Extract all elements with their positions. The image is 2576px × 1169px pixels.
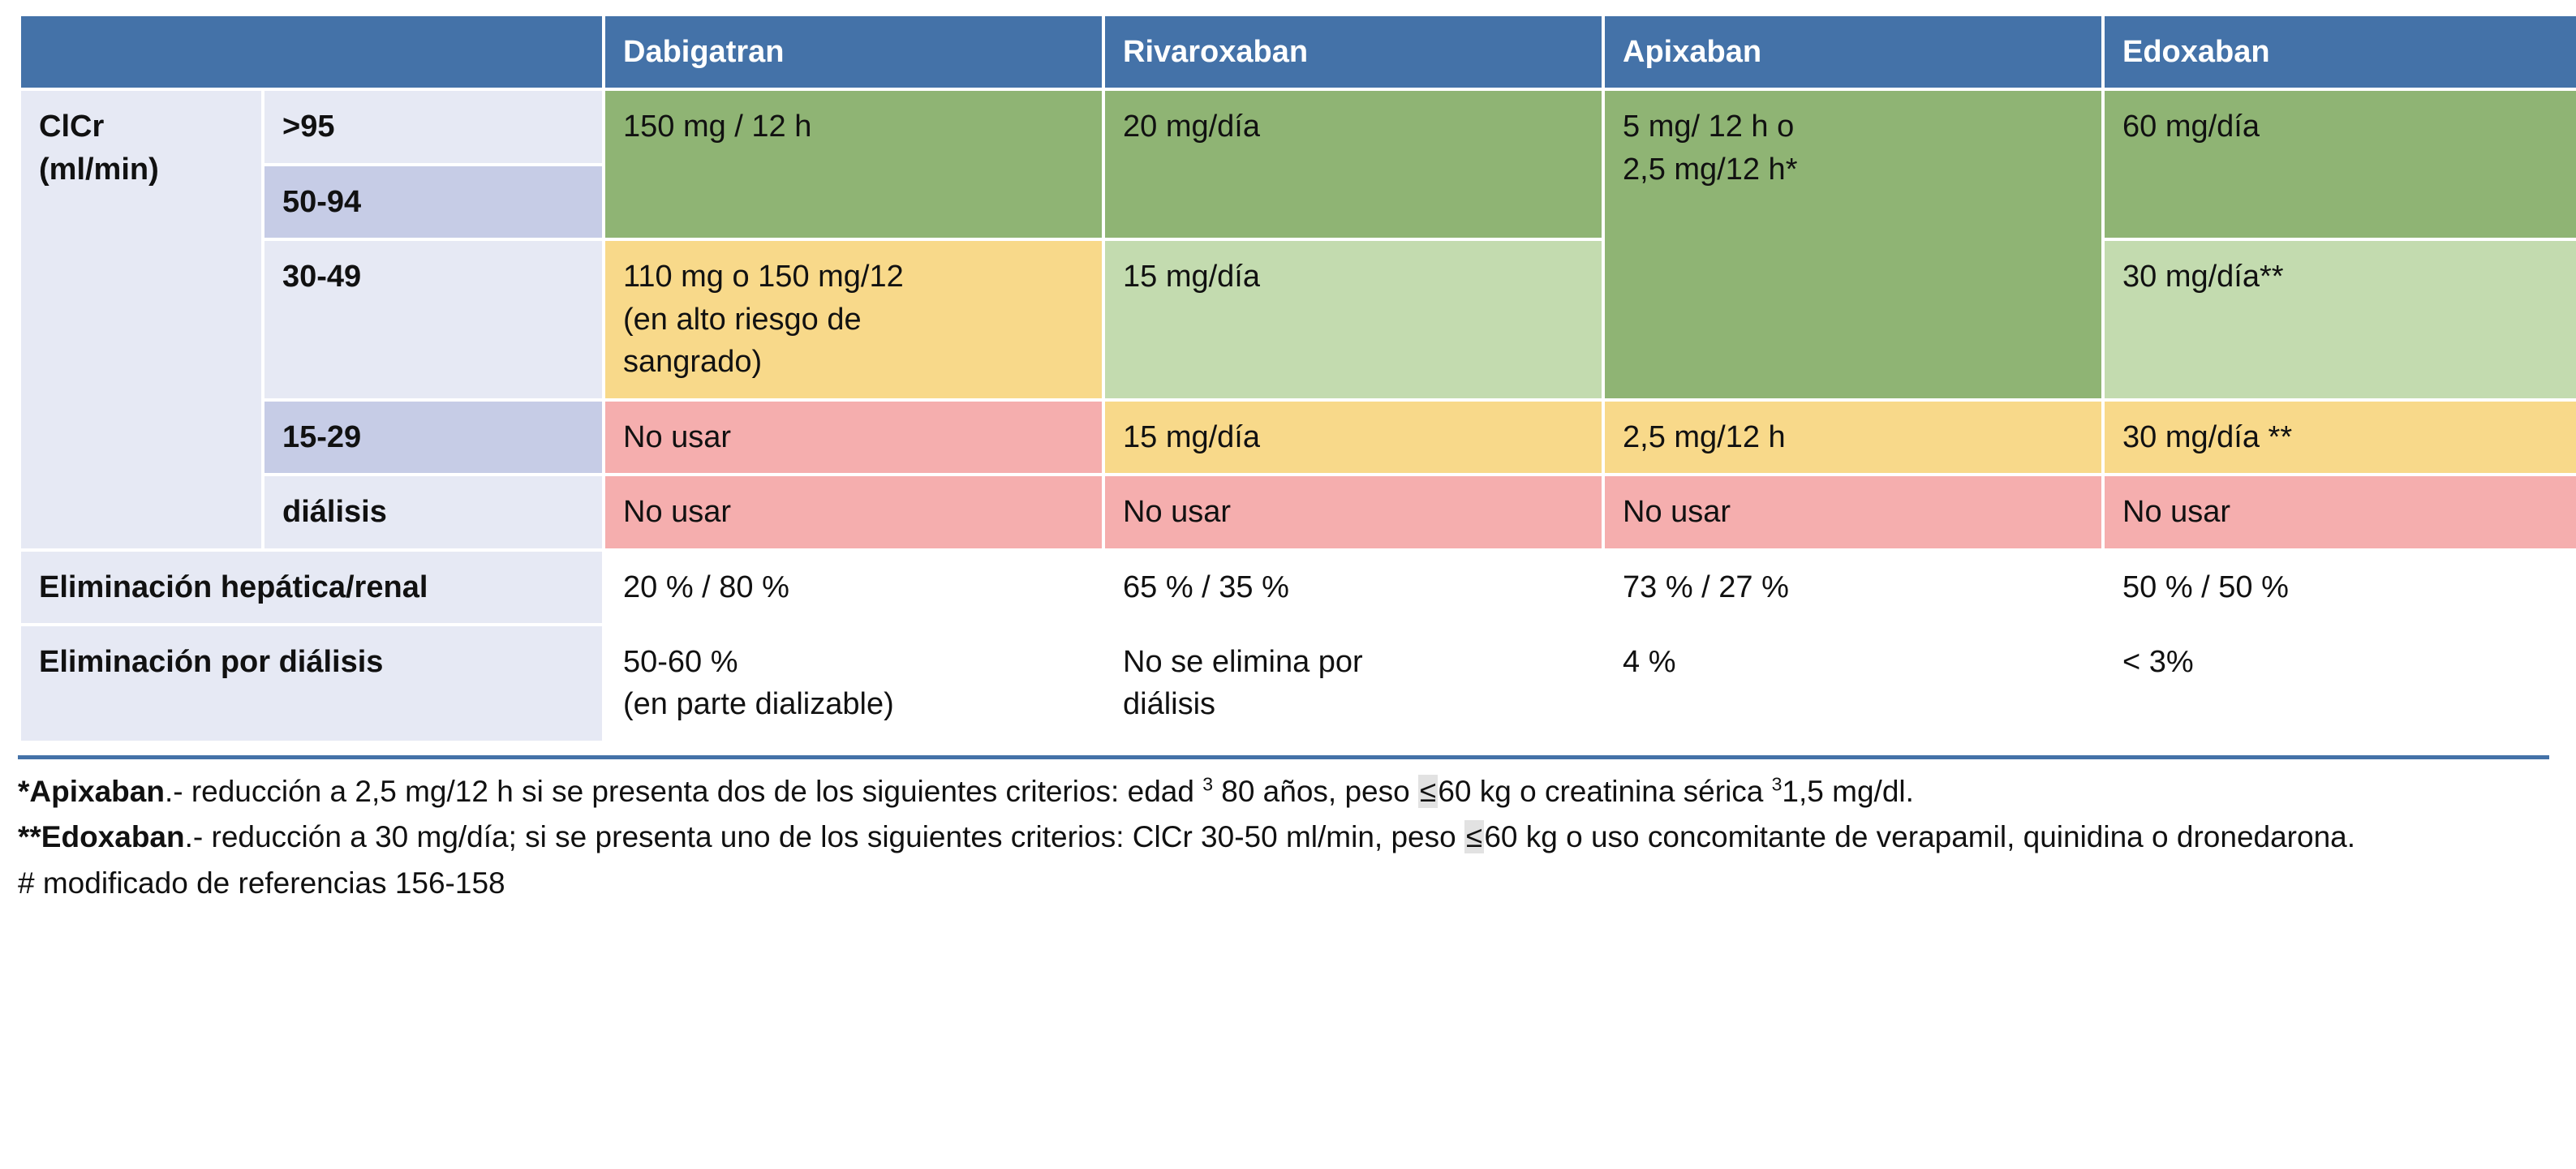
footnote-edoxaban <box>18 816 2549 859</box>
footnote-apixaban-text-a: .- reducción a 2,5 mg/12 h si se presenta dos de los siguientes criterios: edad <box>164 774 1203 808</box>
footnote-apixaban-sup1: 3 <box>1202 773 1213 795</box>
label-eliminacion-hepatica-renal: Eliminación hepática/renal <box>19 550 604 625</box>
header-rivaroxaban: Rivaroxaban <box>1103 15 1603 89</box>
cell-rivaroxaban-dialisis-elim <box>1103 625 1603 742</box>
cell-rivaroxaban-15-29: 15 mg/día <box>1103 400 1603 475</box>
apixaban-dose-line2: 2,5 mg/12 h* <box>1623 152 1798 187</box>
range-15-29: 15-29 <box>263 400 604 475</box>
footnote-edoxaban-text-b: 60 kg o uso concomitante de verapamil, quinidina o dronedarona. <box>1484 820 2356 854</box>
range-dialisis: diálisis <box>263 475 604 549</box>
table-row <box>19 625 2576 742</box>
cell-dabigatran-dialisis: No usar <box>604 475 1103 549</box>
cell-rivaroxaban-30-49: 15 mg/día <box>1103 239 1603 399</box>
rivaroxaban-dialisis-line1: No se elimina por <box>1123 644 1363 679</box>
cell-apixaban-high <box>1603 89 2103 399</box>
dabigatran-dose-line3: sangrado) <box>623 345 763 380</box>
cell-edoxaban-dialisis-elim: < 3% <box>2103 625 2576 742</box>
table-row <box>19 400 2576 475</box>
label-eliminacion-dialisis: Eliminación por diálisis <box>19 625 604 742</box>
table-row <box>19 475 2576 549</box>
footnote-edoxaban-le1: ≤ <box>1466 820 1483 854</box>
table-body <box>19 89 2576 741</box>
apixaban-dose-line1: 5 mg/ 12 h o <box>1623 110 1795 144</box>
cell-apixaban-15-29: 2,5 mg/12 h <box>1603 400 2103 475</box>
cell-edoxaban-dialisis: No usar <box>2103 475 2576 549</box>
dabigatran-dialisis-line2: (en parte dializable) <box>623 687 894 722</box>
footnote-edoxaban-text-a: .- reducción a 30 mg/día; si se presenta uno de los siguientes criterios: ClCr 30-50 ml/min, peso <box>184 820 1464 854</box>
cell-rivaroxaban-dialisis: No usar <box>1103 475 1603 549</box>
table-row <box>19 550 2576 625</box>
table-row <box>19 89 2576 164</box>
footnote-apixaban-text-c: 60 kg o creatinina sérica <box>1438 774 1772 808</box>
clcr-label-line1: ClCr <box>39 110 105 144</box>
footnote-apixaban-sup2: 3 <box>1771 773 1783 795</box>
table-row <box>19 239 2576 399</box>
footnote-apixaban <box>18 771 2549 814</box>
cell-edoxaban-eliminacion: 50 % / 50 % <box>2103 550 2576 625</box>
range-50-94: 50-94 <box>263 165 604 239</box>
cell-dabigatran-eliminacion: 20 % / 80 % <box>604 550 1103 625</box>
footnote-apixaban-mark: *Apixaban <box>18 774 165 808</box>
cell-rivaroxaban-eliminacion: 65 % / 35 % <box>1103 550 1603 625</box>
cell-dabigatran-high: 150 mg / 12 h <box>604 89 1103 239</box>
cell-edoxaban-30-49: 30 mg/día** <box>2103 239 2576 399</box>
header-apixaban: Apixaban <box>1603 15 2103 89</box>
table-header-row <box>19 15 2576 89</box>
footnote-apixaban-text-d: 1,5 mg/dl. <box>1782 774 1914 808</box>
cell-rivaroxaban-high: 20 mg/día <box>1103 89 1603 239</box>
rivaroxaban-dialisis-line2: diálisis <box>1123 687 1216 722</box>
document-sheet <box>0 13 2576 905</box>
cell-edoxaban-high: 60 mg/día <box>2103 89 2576 239</box>
footnote-apixaban-text-b: 80 años, peso <box>1212 774 1418 808</box>
row-label-clcr <box>19 89 263 549</box>
table-header <box>19 15 2576 89</box>
clcr-label-line2: (ml/min) <box>39 152 159 187</box>
cell-dabigatran-15-29: No usar <box>604 400 1103 475</box>
cell-apixaban-dialisis-elim: 4 % <box>1603 625 2103 742</box>
cell-apixaban-dialisis: No usar <box>1603 475 2103 549</box>
range-30-49: 30-49 <box>263 239 604 399</box>
header-blank <box>19 15 604 89</box>
dabigatran-dose-line2: (en alto riesgo de <box>623 302 862 337</box>
cell-dabigatran-30-49 <box>604 239 1103 399</box>
footnote-edoxaban-mark: **Edoxaban <box>18 820 185 854</box>
cell-apixaban-eliminacion: 73 % / 27 % <box>1603 550 2103 625</box>
dabigatran-dialisis-line1: 50-60 % <box>623 644 738 679</box>
footnote-reference: # modificado de referencias 156-158 <box>18 866 505 900</box>
cell-dabigatran-dialisis-elim <box>604 625 1103 742</box>
dabigatran-dose-line1: 110 mg o 150 mg/12 <box>623 260 904 294</box>
anticoagulant-dosing-table <box>18 13 2576 744</box>
header-edoxaban: Edoxaban <box>2103 15 2576 89</box>
cell-edoxaban-15-29: 30 mg/día ** <box>2103 400 2576 475</box>
footnotes <box>18 755 2549 905</box>
footnote-apixaban-le1: ≤ <box>1420 774 1437 808</box>
header-dabigatran: Dabigatran <box>604 15 1103 89</box>
range-gt95: >95 <box>263 89 604 164</box>
